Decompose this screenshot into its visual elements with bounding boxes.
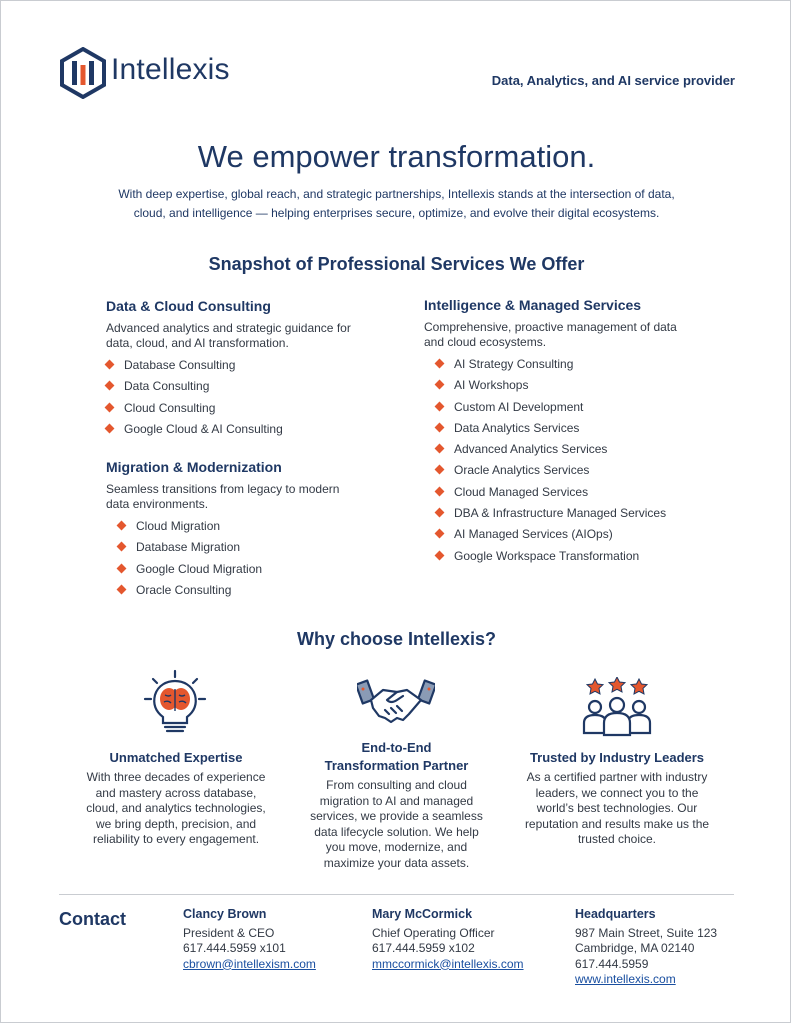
why-title: Why choose Intellexis? xyxy=(296,629,497,649)
hq-street: 987 Main Street, Suite 123 xyxy=(575,925,718,940)
header-tagline: Data, Analytics, and AI service provider xyxy=(491,73,735,88)
diamond-bullet-icon xyxy=(435,359,445,369)
list-item xyxy=(436,441,666,462)
diamond-bullet-icon xyxy=(117,521,127,531)
partner-column xyxy=(304,739,489,871)
list-item xyxy=(118,539,262,560)
list-item xyxy=(436,505,666,526)
list-item xyxy=(436,356,666,377)
brand-logo xyxy=(59,47,259,99)
list-item-label: Database Migration xyxy=(136,540,241,555)
expertise-text: With three decades of experience and mastery across database, cloud, and analytics technologies, we bring depth, precision, and reliability to every engagement. xyxy=(86,770,266,846)
contact-1-email-link[interactable]: cbrown@intellexism.com xyxy=(183,956,316,971)
contact-person-1 xyxy=(183,907,316,972)
list-item xyxy=(436,420,666,441)
list-item-label: Google Cloud & AI Consulting xyxy=(124,421,283,436)
diamond-bullet-icon xyxy=(435,486,445,496)
hq-name: Headquarters xyxy=(575,907,656,921)
managed-description: Comprehensive, proactive management of data and cloud ecosystems. xyxy=(424,320,677,349)
trusted-column xyxy=(519,749,715,848)
list-item-label: Oracle Consulting xyxy=(136,582,232,597)
contact-1-phone: 617.444.5959 x101 xyxy=(183,941,286,955)
contact-person-2 xyxy=(372,907,524,972)
contact-2-role: Chief Operating Officer xyxy=(372,925,495,940)
diamond-bullet-icon xyxy=(435,550,445,560)
list-item xyxy=(436,399,666,420)
list-item xyxy=(118,518,262,539)
list-item xyxy=(436,484,666,505)
list-item xyxy=(106,357,283,378)
list-item-label: AI Managed Services (AIOps) xyxy=(454,527,613,542)
migration-description: Seamless transitions from legacy to modern data environments. xyxy=(106,482,340,511)
hq-website-link[interactable]: www.intellexis.com xyxy=(575,972,676,986)
list-item xyxy=(106,421,283,442)
list-item-label: Custom AI Development xyxy=(454,399,584,414)
list-item-label: Google Cloud Migration xyxy=(136,561,263,576)
partner-heading-line2: Transformation Partner xyxy=(324,758,469,773)
list-item-label: Advanced Analytics Services xyxy=(454,442,608,457)
diamond-bullet-icon xyxy=(105,423,115,433)
diamond-bullet-icon xyxy=(105,402,115,412)
list-item-label: DBA & Infrastructure Managed Services xyxy=(454,506,667,521)
diamond-bullet-icon xyxy=(105,360,115,370)
list-item xyxy=(118,582,262,603)
hq-phone: 617.444.5959 xyxy=(575,956,649,971)
list-item xyxy=(436,462,666,483)
list-item-label: Google Workspace Transformation xyxy=(454,548,640,563)
list-item-label: Cloud Managed Services xyxy=(454,484,589,499)
contact-headquarters xyxy=(575,907,717,988)
diamond-bullet-icon xyxy=(117,542,127,552)
trusted-heading: Trusted by Industry Leaders xyxy=(529,750,705,765)
migration-list xyxy=(118,518,262,603)
diamond-bullet-icon xyxy=(435,529,445,539)
data-cloud-description: Advanced analytics and strategic guidance for data, cloud, and AI transformation. xyxy=(106,321,351,350)
contact-2-name: Mary McCormick xyxy=(372,907,473,921)
list-item-label: Cloud Consulting xyxy=(124,400,216,415)
list-item xyxy=(436,377,666,398)
managed-heading: Intelligence & Managed Services xyxy=(424,297,642,313)
list-item-label: Database Consulting xyxy=(124,358,236,372)
expertise-heading: Unmatched Expertise xyxy=(109,750,243,765)
team-stars-icon xyxy=(581,677,653,737)
brain-lightbulb-icon xyxy=(143,669,207,737)
diamond-bullet-icon xyxy=(435,380,445,390)
list-item-label: Data Consulting xyxy=(124,379,210,394)
hero-subtitle: With deep expertise, global reach, and strategic partnerships, Intellexis stands at the intersection of data, cloud, and intelligence — helping enterprises secure, optimize, and evolve their digital ecosystems. xyxy=(118,187,675,220)
migration-heading: Migration & Modernization xyxy=(106,459,282,475)
hero-title: We empower transformation. xyxy=(197,139,596,174)
diamond-bullet-icon xyxy=(105,381,115,391)
partner-text: From consulting and cloud migration to AI and managed services, we provide a seamless data lifecycle solution. We help you move, modernize, and maximize your data assets. xyxy=(310,778,483,870)
expertise-column xyxy=(83,749,269,848)
hq-city: Cambridge, MA 02140 xyxy=(575,941,695,955)
diamond-bullet-icon xyxy=(435,422,445,432)
brand-name: Intellexis xyxy=(111,53,230,86)
logo-hexagon-icon xyxy=(59,47,107,99)
services-title: Snapshot of Professional Services We Offer xyxy=(208,254,585,274)
contact-1-name: Clancy Brown xyxy=(183,907,267,921)
diamond-bullet-icon xyxy=(435,444,445,454)
trusted-text: As a certified partner with industry leaders, we connect you to the world’s best technologies. Our reputation and results make us the trusted choice. xyxy=(524,770,710,846)
diamond-bullet-icon xyxy=(435,401,445,411)
list-item xyxy=(118,561,262,582)
list-item xyxy=(106,378,283,399)
list-item xyxy=(436,526,666,547)
partner-heading-line1: End-to-End xyxy=(361,740,432,755)
list-item-label: Data Analytics Services xyxy=(454,420,580,435)
list-item-label: Oracle Analytics Services xyxy=(454,463,590,478)
diamond-bullet-icon xyxy=(117,584,127,594)
diamond-bullet-icon xyxy=(435,465,445,475)
contact-label: Contact xyxy=(59,909,126,929)
list-item-label: AI Workshops xyxy=(454,378,529,393)
data-cloud-list xyxy=(106,357,283,442)
list-item xyxy=(106,400,283,421)
list-item-label: AI Strategy Consulting xyxy=(454,357,574,371)
footer-divider xyxy=(59,894,734,895)
contact-2-phone: 617.444.5959 x102 xyxy=(372,941,475,955)
diamond-bullet-icon xyxy=(435,508,445,518)
contact-2-email-link[interactable]: mmccormick@intellexis.com xyxy=(372,956,524,971)
contact-1-role: President & CEO xyxy=(183,925,275,940)
diamond-bullet-icon xyxy=(117,563,127,573)
handshake-icon xyxy=(357,676,435,728)
data-cloud-heading: Data & Cloud Consulting xyxy=(106,298,271,314)
managed-list xyxy=(436,356,666,569)
list-item-label: Cloud Migration xyxy=(136,519,221,533)
list-item xyxy=(436,548,666,569)
